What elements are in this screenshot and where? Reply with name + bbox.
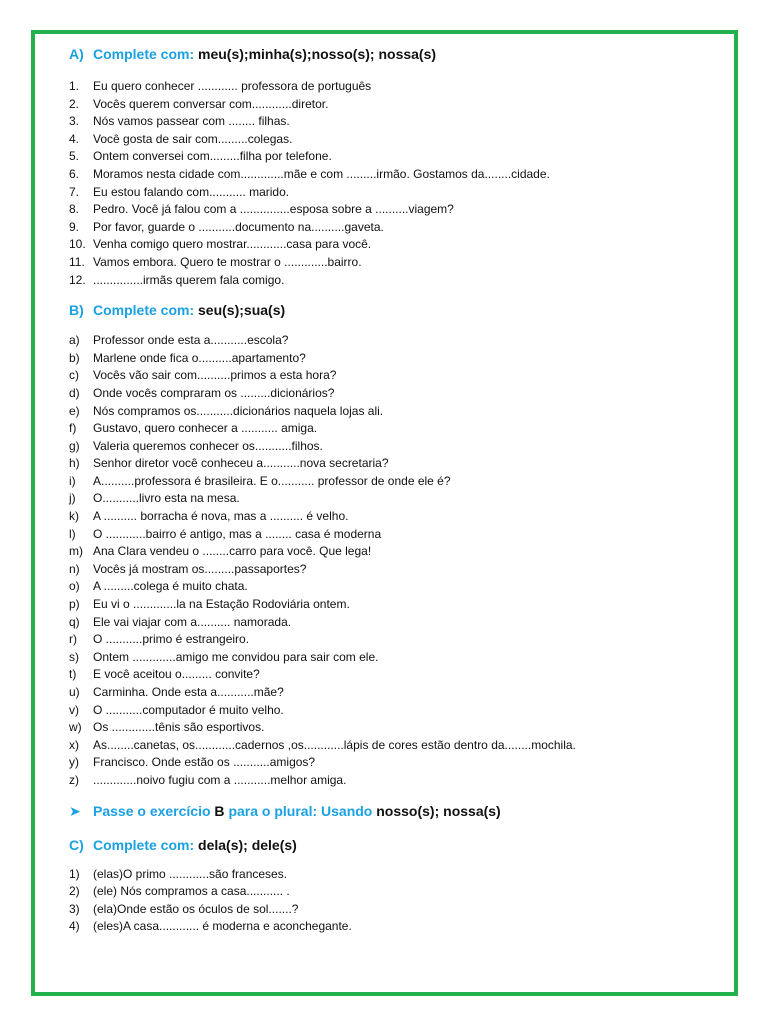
- section-b-item: [69, 543, 709, 561]
- section-a-item-text: Por favor, guarde o ...........documento na..........gaveta.: [93, 219, 384, 234]
- section-b-item: [69, 596, 709, 614]
- section-a-item-number: 12.: [69, 272, 86, 287]
- section-b-item-number: k): [69, 509, 79, 524]
- section-b-item-text: A .........colega é muito chata.: [93, 579, 248, 594]
- section-a-item-text: Vocês querem conversar com............diretor.: [93, 96, 329, 111]
- section-b-item-text: As........canetas, os............cadernos ,os............lápis de cores estão dentro da........mochila.: [93, 737, 576, 752]
- section-b-item-number: h): [69, 456, 80, 471]
- plural-instruction: [69, 801, 709, 821]
- section-b-item-number: c): [69, 368, 79, 383]
- section-a-item: [69, 272, 709, 290]
- section-b-letter: B): [69, 302, 84, 319]
- section-b-item-number: s): [69, 649, 79, 664]
- section-c-item-text: (elas)O primo ............são franceses.: [93, 866, 288, 881]
- section-b-item-number: z): [69, 772, 79, 787]
- section-c-item-number: 3): [69, 901, 80, 916]
- section-b-item-text: O ...........primo é estrangeiro.: [93, 632, 250, 647]
- section-b-item-number: m): [69, 544, 83, 559]
- section-b-item-text: Valeria queremos conhecer os...........filhos.: [93, 438, 323, 453]
- section-b-item: [69, 350, 709, 368]
- section-a-item-number: 2.: [69, 96, 80, 111]
- section-a-item: [69, 131, 709, 149]
- section-b-item: [69, 473, 709, 491]
- arrow-bullet-icon: ➤: [69, 802, 81, 819]
- section-a-letter: A): [69, 46, 84, 62]
- section-b-item-text: O ...........computador é muito velho.: [93, 702, 284, 717]
- section-a-item-number: 4.: [69, 131, 80, 146]
- section-b-item-text: Marlene onde fica o..........apartamento?: [93, 350, 306, 365]
- section-a-item-text: Você gosta de sair com.........colegas.: [93, 131, 293, 146]
- section-b-item-text: .............noivo fugiu com a ...........melhor amiga.: [93, 772, 347, 787]
- section-a-item-text: ...............irmãs querem fala comigo.: [93, 272, 285, 287]
- section-b-item-number: i): [69, 473, 76, 488]
- section-c-item-text: (eles)A casa............ é moderna e aconchegante.: [93, 919, 352, 934]
- section-a-item-number: 11.: [69, 254, 85, 269]
- section-c-item-text: (ele) Nós compramos a casa........... .: [93, 884, 290, 899]
- section-b-item-text: E você aceitou o......... convite?: [93, 667, 260, 682]
- section-c-item: [69, 883, 709, 901]
- section-b-item: [69, 508, 709, 526]
- section-b-item-number: e): [69, 403, 80, 418]
- section-b-item-number: d): [69, 385, 80, 400]
- section-a-item-number: 10.: [69, 237, 86, 252]
- section-b-label: Complete com:: [93, 302, 195, 319]
- instruction-keywords: nosso(s); nossa(s): [376, 802, 501, 819]
- section-a-item: [69, 184, 709, 202]
- section-b-item: [69, 438, 709, 456]
- section-a-item: [69, 236, 709, 254]
- section-a-item-number: 1.: [69, 79, 80, 93]
- section-a-item-text: Moramos nesta cidade com.............mãe e com .........irmão. Gostamos da........cidade.: [93, 166, 550, 181]
- section-b-item-number: l): [69, 526, 76, 541]
- section-b-item: [69, 332, 709, 350]
- section-b-list: [69, 332, 709, 789]
- section-b-item: [69, 578, 709, 596]
- section-a-item: [69, 219, 709, 237]
- section-b-item-number: v): [69, 702, 79, 717]
- section-c-item-number: 2): [69, 884, 80, 899]
- section-b-item-text: A..........professora é brasileira. E o........... professor de onde ele é?: [93, 473, 451, 488]
- section-b-item-text: Professor onde esta a...........escola?: [93, 333, 289, 348]
- section-b-item-text: Vocês já mostram os.........passaportes?: [93, 561, 307, 576]
- section-c-label: Complete com:: [93, 836, 195, 853]
- section-b-item: [69, 614, 709, 632]
- section-b-item-number: r): [69, 632, 77, 647]
- section-a-item-text: Eu quero conhecer ............ professora de português: [93, 79, 372, 93]
- section-a-item-text: Ontem conversei com.........filha por telefone.: [93, 149, 332, 164]
- instruction-text-1: Passe o exercício: [93, 802, 211, 819]
- section-b-item: [69, 719, 709, 737]
- section-c-heading: [69, 835, 709, 855]
- section-b-item-number: n): [69, 561, 80, 576]
- section-a-item-number: 5.: [69, 149, 80, 164]
- section-b-item-text: O ............bairro é antigo, mas a ........ casa é moderna: [93, 526, 382, 541]
- section-a-item: [69, 148, 709, 166]
- section-b-item-text: Vocês vão sair com..........primos a esta hora?: [93, 368, 337, 383]
- section-a-item-text: Pedro. Você já falou com a ...............esposa sobre a ..........viagem?: [93, 202, 454, 217]
- section-c-item-text: (ela)Onde estão os óculos de sol.......?: [93, 901, 299, 916]
- section-b-item: [69, 772, 709, 790]
- instruction-text-2: para o plural: Usando: [228, 802, 373, 819]
- section-b-item-text: Nós compramos os...........dicionários naquela lojas ali.: [93, 403, 384, 418]
- section-b-item: [69, 649, 709, 667]
- section-a-item: [69, 254, 709, 272]
- section-b-item-number: t): [69, 667, 77, 682]
- section-a-item: [69, 78, 709, 96]
- section-b-item-number: w): [69, 720, 82, 735]
- section-b-item: [69, 367, 709, 385]
- section-a-item-number: 7.: [69, 184, 80, 199]
- section-b-item-number: q): [69, 614, 80, 629]
- section-b-item: [69, 385, 709, 403]
- section-a-list: [69, 78, 709, 289]
- section-c-list: [69, 866, 709, 936]
- section-b-item-text: O...........livro esta na mesa.: [93, 491, 240, 506]
- section-a-item-number: 9.: [69, 219, 80, 234]
- section-a-item-text: Venha comigo quero mostrar............casa para você.: [93, 237, 372, 252]
- section-c-item: [69, 866, 709, 884]
- instruction-letter: B: [214, 802, 225, 819]
- section-b-item: [69, 420, 709, 438]
- section-c-item: [69, 901, 709, 919]
- section-a-item: [69, 201, 709, 219]
- section-b-item: [69, 754, 709, 772]
- section-a-item: [69, 166, 709, 184]
- section-b-item: [69, 526, 709, 544]
- section-b-item: [69, 684, 709, 702]
- section-b-item: [69, 561, 709, 579]
- section-b-heading: [69, 300, 709, 320]
- section-b-item-number: x): [69, 737, 79, 752]
- section-c-item: [69, 918, 709, 936]
- section-b-item: [69, 490, 709, 508]
- section-b-item: [69, 702, 709, 720]
- section-a-label: Complete com:: [93, 46, 195, 62]
- section-b-item-text: Onde vocês compraram os .........dicionários?: [93, 385, 335, 400]
- worksheet: [69, 44, 709, 936]
- section-b-item-number: a): [69, 333, 80, 348]
- section-a-item-text: Nós vamos passear com ........ filhas.: [93, 114, 290, 129]
- section-b-item-number: u): [69, 685, 80, 699]
- section-a-item-number: 3.: [69, 114, 80, 129]
- section-a-item-number: 8.: [69, 202, 80, 217]
- section-b-item: [69, 737, 709, 755]
- section-b-item-text: Os .............tênis são esportivos.: [93, 720, 265, 735]
- section-b-item-text: Senhor diretor você conheceu a...........nova secretaria?: [93, 456, 389, 471]
- section-a-item-text: Vamos embora. Quero te mostrar o .............bairro.: [93, 254, 362, 269]
- section-b-item-number: g): [69, 438, 80, 453]
- section-c-item-number: 4): [69, 919, 80, 934]
- section-b-item-text: Eu vi o .............la na Estação Rodoviária ontem.: [93, 597, 350, 612]
- section-a-item: [69, 113, 709, 131]
- section-b-item-text: A .......... borracha é nova, mas a .......... é velho.: [93, 509, 349, 524]
- section-c-letter: C): [69, 836, 84, 853]
- section-b-item-number: y): [69, 755, 79, 770]
- section-b-item-text: Ele vai viajar com a.......... namorada.: [93, 614, 292, 629]
- section-b-item-text: Carminha. Onde esta a...........mãe?: [93, 685, 284, 699]
- section-a-item: [69, 96, 709, 114]
- section-b-item-text: Gustavo, quero conhecer a ........... amiga.: [93, 421, 318, 436]
- section-b-item-number: j): [69, 491, 76, 506]
- section-b-item-text: Ontem .............amigo me convidou para sair com ele.: [93, 649, 379, 664]
- section-b-item-number: b): [69, 350, 80, 365]
- section-b-item: [69, 403, 709, 421]
- section-b-keywords: seu(s);sua(s): [198, 302, 286, 319]
- section-a-heading: [69, 44, 709, 64]
- section-a-keywords: meu(s);minha(s);nosso(s); nossa(s): [198, 46, 437, 62]
- section-a-item-text: Eu estou falando com........... marido.: [93, 184, 290, 199]
- section-b-item-text: Francisco. Onde estão os ...........amigos?: [93, 755, 316, 770]
- section-c-item-number: 1): [69, 866, 80, 881]
- section-b-item: [69, 631, 709, 649]
- section-b-item: [69, 666, 709, 684]
- section-b-item: [69, 455, 709, 473]
- section-b-item-number: f): [69, 421, 77, 436]
- section-a-item-number: 6.: [69, 166, 80, 181]
- section-b-item-text: Ana Clara vendeu o ........carro para você. Que lega!: [93, 544, 372, 559]
- section-b-item-number: p): [69, 597, 80, 612]
- section-b-item-number: o): [69, 579, 80, 594]
- section-c-keywords: dela(s); dele(s): [198, 836, 297, 853]
